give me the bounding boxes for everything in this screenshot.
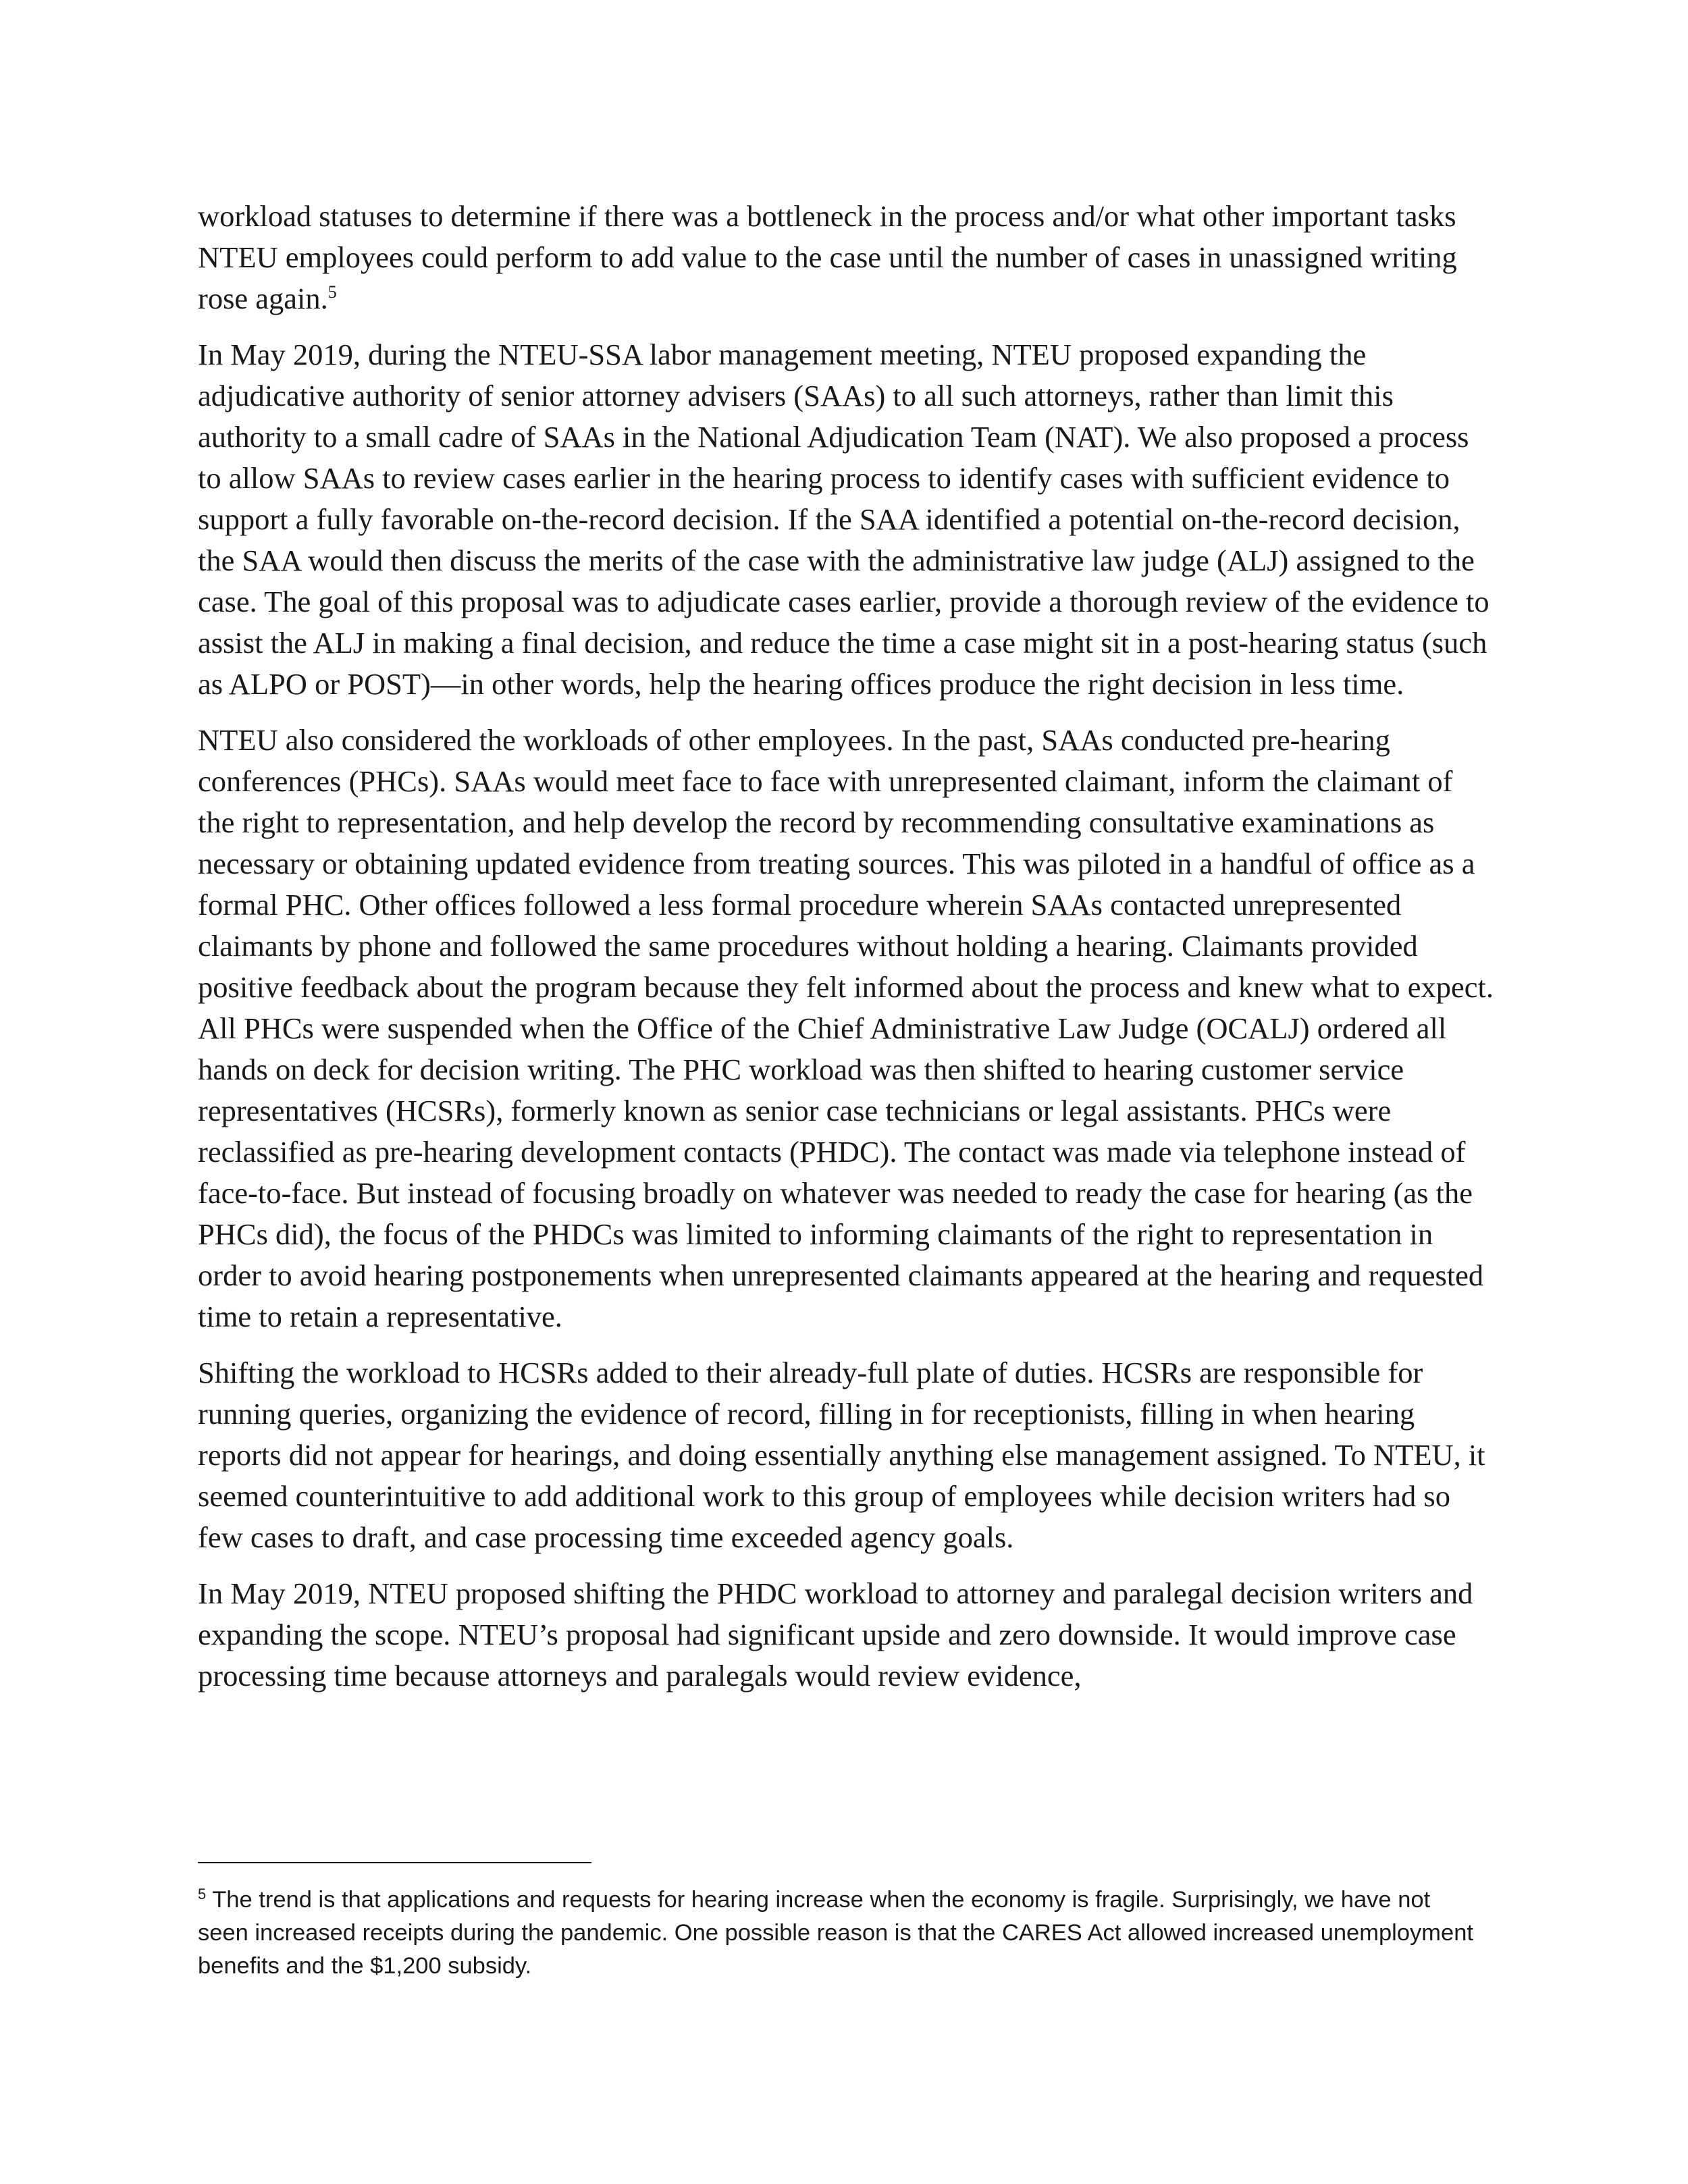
paragraph-saa-adjudicative-authority: In May 2019, during the NTEU-SSA labor management meeting, NTEU proposed expanding the adjudicative authority of senior attorney advisers (SAAs) to all such attorneys, rather than limit this authority to a small cadre of SAAs in the National Adjudication Team (NAT). We also proposed a process to allow SAAs to review cases earlier in the hearing process to identify cases with sufficient evidence to support a fully favorable on-the-record decision. If the SAA identified a potential on-the-record decision, the SAA would then discuss the merits of the case with the administrative law judge (ALJ) assigned to the case. The goal of this proposal was to adjudicate cases earlier, provide a thorough review of the evidence to assist the ALJ in making a final decision, and reduce the time a case might sit in a post-hearing status (such as ALPO or POST)—in other words, help the hearing offices produce the right decision in less time. (198, 338, 1489, 701)
paragraph-phdc-proposal: In May 2019, NTEU proposed shifting the PHDC workload to attorney and paralegal decision writers and expanding the scope. NTEU’s proposal had significant upside and zero downside. It would improve case processing time because attorneys and paralegals would review evidence, (198, 1576, 1473, 1693)
footnote-reference-marker[interactable]: 5 (327, 282, 337, 302)
footnote-marker: 5 (198, 1886, 207, 1902)
footnote (198, 1884, 1481, 1983)
footnote-separator-rule (198, 1862, 591, 1863)
paragraph-hcsr-workload: Shifting the workload to HCSRs added to their already-full plate of duties. HCSRs are responsible for running queries, organizing the evidence of record, filling in for receptionists, filling in when hearing reports did not appear for hearings, and doing essentially anything else management assigned. To NTEU, it seemed counterintuitive to add additional work to this group of employees while decision writers had so few cases to draft, and case processing time exceeded agency goals. (198, 1356, 1485, 1554)
paragraph-pre-hearing-conferences: NTEU also considered the workloads of other employees. In the past, SAAs conducted pre-hearing conferences (PHCs). SAAs would meet face to face with unrepresented claimant, inform the claimant of the right to representation, and help develop the record by recommending consultative examinations as necessary or obtaining updated evidence from treating sources. This was piloted in a handful of office as a formal PHC. Other offices followed a less formal procedure wherein SAAs contacted unrepresented claimants by phone and followed the same procedures without holding a hearing. Claimants provided positive feedback about the program because they felt informed about the process and knew what to expect. All PHCs were suspended when the Office of the Chief Administrative Law Judge (OCALJ) ordered all hands on deck for decision writing. The PHC workload was then shifted to hearing customer service representatives (HCSRs), formerly known as senior case technicians or legal assistants. PHCs were reclassified as pre-hearing development contacts (PHDC). The contact was made via telephone instead of face-to-face. But instead of focusing broadly on whatever was needed to ready the case for hearing (as the PHCs did), the focus of the PHDCs was limited to informing claimants of the right to representation in order to avoid hearing postponements when unrepresented claimants appeared at the hearing and requested time to retain a representative. (198, 723, 1494, 1333)
paragraph-text: workload statuses to determine if there was a bottleneck in the process and/or what other important tasks NTEU employees could perform to add value to the case until the number of cases in unassigned writing rose again. (198, 199, 1457, 315)
footnote-text: The trend is that applications and requests for hearing increase when the economy is fragile. Surprisingly, we have not seen increased receipts during the pandemic. One possible reason is that the CARES Act allowed increased unemployment benefits and the $1,200 subsidy. (198, 1887, 1473, 1979)
body-text (198, 196, 1494, 1711)
paragraph-workload-statuses (198, 196, 1494, 319)
